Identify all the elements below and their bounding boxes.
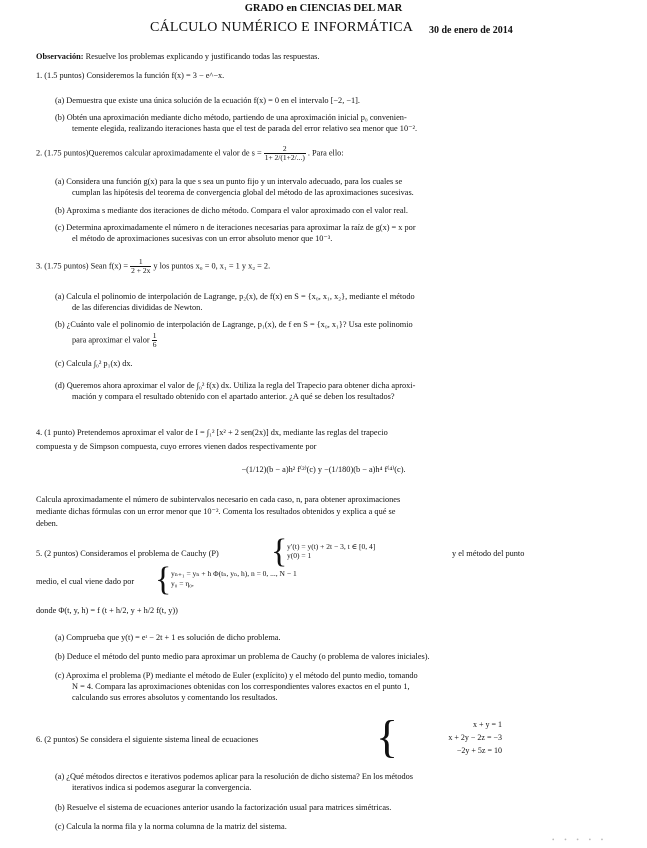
problem-5-intro: 5. (2 puntos) Consideramos el problema de Cauchy (P) <box>36 549 219 558</box>
problem-6-eq1: x + y = 1 <box>472 720 502 729</box>
problem-5-system-eq1: y′(t) = y(t) + 2t − 3, t ∈ [0, 4] <box>287 542 376 551</box>
problem-5b: (b) Deduce el método del punto medio para aproximar un problema de Cauchy (o problema de valores iniciales). <box>55 652 430 661</box>
problem-5-method-eq1: yₙ₊₁ = yₙ + h Φ(tₙ, yₙ, h), n = 0, ..., N − 1 <box>171 569 297 578</box>
scan-marks: • • • • • <box>552 836 608 844</box>
problem-3-fraction <box>130 258 151 275</box>
problem-2-intro-a: 2. (1.75 puntos)Queremos calcular aproximadamente el valor de s = <box>36 148 262 158</box>
problem-5c-line3: calculando sus errores absolutos y comentando los resultados. <box>72 693 278 702</box>
problem-2-intro <box>36 145 344 162</box>
problem-1a: (a) Demuestra que existe una única solución de la ecuación f(x) = 0 en el intervalo [−2, −1]. <box>55 96 361 105</box>
problem-2c-line2: el método de aproximaciones sucesivas con un error absoluto menor que 10⁻³. <box>72 234 333 243</box>
problem-5a: (a) Comprueba que y(t) = eᵗ − 2t + 1 es solución de dicho problema. <box>55 633 281 642</box>
problem-2c-line1: (c) Determina aproximadamente el número n de iteraciones necesarias para aproximar la raíz de g(x) = x por <box>55 223 416 232</box>
problem-3b-fraction-den: 6 <box>152 340 157 349</box>
problem-3b-fraction <box>152 332 158 349</box>
problem-2b: (b) Aproxima s mediante dos iteraciones de dicho método. Compara el valor aproximado con el valor real. <box>55 206 408 215</box>
problem-3d-line2: mación y compara el resultado obtenido con el apartado anterior. ¿A qué se deben los resultados? <box>72 392 395 401</box>
problem-5c-line1: (c) Aproxima el problema (P) mediante el método de Euler (explícito) y el método del punto medio, tomando <box>55 671 418 680</box>
degree-title: GRADO en CIENCIAS DEL MAR <box>244 3 403 14</box>
problem-3b-fraction-num: 1 <box>152 331 157 340</box>
problem-4-formula: −(1/12)(b − a)h² f⁽²⁾(c) y −(1/180)(b − a)h⁴ f⁽⁴⁾(c). <box>241 465 406 474</box>
problem-1-intro: 1. (1.5 puntos) Consideremos la función f(x) = 3 − e^−x. <box>36 71 225 80</box>
problem-5-intro-tail: y el método del punto <box>452 549 525 558</box>
problem-3a-line1: (a) Calcula el polinomio de interpolación de Lagrange, p₂(x), de f(x) en S = {x₀, x₁, x₂}, mediante el método <box>55 292 415 301</box>
problem-5-system-eq2: y(0) = 1 <box>287 551 312 560</box>
problem-3-fraction-den: 2 + 2x <box>131 266 151 275</box>
problem-2a-line1: (a) Considera una función g(x) para la que s sea un punto fijo y un intervalo adecuado, para los cuales se <box>55 177 403 186</box>
problem-3b-line1: (b) ¿Cuánto vale el polinomio de interpolación de Lagrange, p₁(x), de f en S = {x₀, x₁}? Usa este polinomio <box>55 320 413 329</box>
observacion-label: Observación: <box>36 52 84 61</box>
problem-6a-line2: iterativos indica si podemos asegurar la convergencia. <box>72 783 252 792</box>
problem-4-line2: compuesta y de Simpson compuesta, cuyo errores vienen dados respectivamente por <box>36 442 317 451</box>
problem-6c: (c) Calcula la norma fila y la norma columna de la matriz del sistema. <box>55 822 287 831</box>
problem-6-eq2: x + 2y − 2z = −3 <box>448 733 502 742</box>
problem-6-system <box>392 718 502 757</box>
problem-6-eq3: −2y + 5z = 10 <box>456 746 502 755</box>
problem-3c: (c) Calcula ∫₀² p₁(x) dx. <box>55 359 133 368</box>
problem-4-line1: 4. (1 punto) Pretendemos aproximar el valor de I = ∫₁² [x² + 2 sen(2x)] dx, mediante las reglas del trapecio <box>36 428 388 437</box>
problem-3-intro <box>36 258 270 275</box>
problem-6-intro: 6. (2 puntos) Se considera el siguiente sistema lineal de ecuaciones <box>36 735 259 744</box>
problem-5-system <box>287 542 375 560</box>
problem-3b-line2 <box>72 332 157 349</box>
problem-6b: (b) Resuelve el sistema de ecuaciones anterior usando la factorización usual para matrices simétricas. <box>55 803 392 812</box>
problem-4-text-1: Calcula aproximadamente el número de subintervalos necesario en cada caso, n, para obtener aproximaciones <box>36 495 401 504</box>
problem-3d-line1: (d) Queremos ahora aproximar el valor de ∫₀² f(x) dx. Utiliza la regla del Trapecio para obtener dicha aproxi- <box>55 381 416 390</box>
problem-1b-line1: (b) Obtén una aproximación mediante dicho método, partiendo de una aproximación inicial p₀ convenien- <box>55 113 407 122</box>
problem-5-method <box>171 569 297 589</box>
problem-5-medio: medio, el cual viene dado por <box>36 577 135 586</box>
problem-5-method-brace: { <box>155 561 172 598</box>
problem-2-fraction-num: 2 <box>264 145 306 154</box>
exam-date: 30 de enero de 2014 <box>429 25 513 36</box>
problem-3b-text: para aproximar el valor <box>72 335 150 345</box>
problem-5c-line2: N = 4. Compara las aproximaciones obtenidas con los correspondientes valores exactos en el punto 1, <box>72 682 410 691</box>
problem-4-text-2: mediante dichas fórmulas con un error menor que 10⁻². Comenta los resultados obtenidos y explica a qué se <box>36 507 396 516</box>
problem-2-fraction-den: 1+ 2/(1+2/...) <box>264 153 305 162</box>
problem-2-fraction <box>264 145 306 162</box>
problem-6-brace: { <box>376 711 399 762</box>
problem-4-text-3: deben. <box>36 519 58 528</box>
problem-3-intro-a: 3. (1.75 puntos) Sean f(x) = <box>36 261 129 271</box>
course-title: CÁLCULO NUMÉRICO E INFORMÁTICA <box>150 20 414 35</box>
problem-5-method-eq2: y₀ = η₀, <box>171 579 194 588</box>
problem-3-fraction-num: 1 <box>130 258 151 267</box>
problem-3-intro-b: y los puntos x₀ = 0, x₁ = 1 y x₂ = 2. <box>153 261 271 271</box>
problem-1b-line2: temente elegida, realizando iteraciones hasta que el test de parada del error relativo sea menor que 10⁻². <box>72 124 418 133</box>
problem-5-brace: { <box>271 533 288 570</box>
problem-5-donde: donde Φ(t, y, h) = f (t + h/2, y + h/2 f(t, y)) <box>36 606 178 615</box>
observacion-text: Resuelve los problemas explicando y justificando todas las respuestas. <box>85 52 320 61</box>
observacion <box>36 51 319 63</box>
problem-3a-line2: de las diferencias divididas de Newton. <box>72 303 203 312</box>
problem-6a-line1: (a) ¿Qué métodos directos e iterativos podemos aplicar para la resolución de dicho sistema? En los métodos <box>55 772 414 781</box>
problem-2-intro-b: . Para ello: <box>307 148 344 158</box>
problem-2a-line2: cumplan las hipótesis del teorema de convergencia global del método de las aproximaciones sucesivas. <box>72 188 414 197</box>
